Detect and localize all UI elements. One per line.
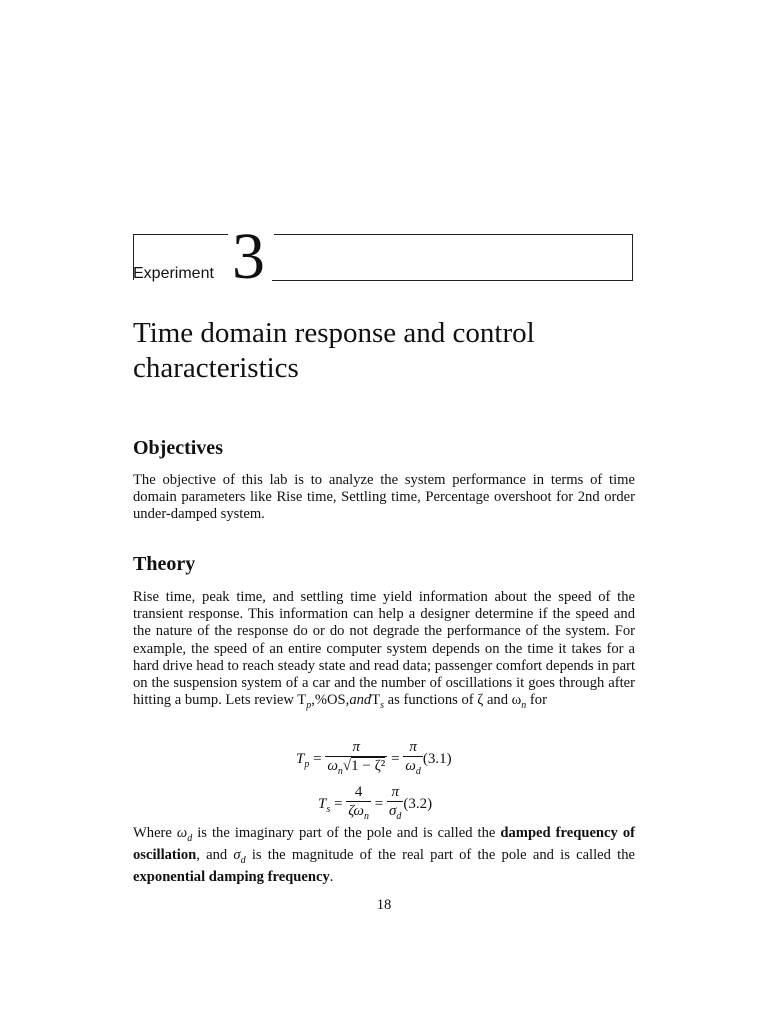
chapter-number: 3: [232, 220, 265, 293]
theory-text: Rise time, peak time, and settling time yield information about the speed of the transient response. This information can help a designer determine if the speed and the nature of the response do or do not degrade the performance of the system. For example, the speed of an entire computer system depends on the time it takes for a hard drive head to reach steady state and read data; passenger comfort depends in part on the suspension system of a car and the number of oscillations it goes through after hitting a bump. Lets review $T_p,\%OS,andT_s$ as functions of ζ and $\omega_n$ for: [133, 589, 635, 712]
page-number: 18: [376, 897, 392, 913]
page-title: Time domain response and control characteristics: [133, 317, 535, 384]
chapter-word: Experiment: [133, 265, 214, 282]
equation-3-2: $T_s$ = $\frac{4}{\zeta\omega_n}$ = $\frac{\pi}{\sigma_d}$ (3.2): [318, 784, 433, 822]
objectives-text: The objective of this lab is to analyze the system performance in terms of time domain parameters like Rise time, Settling time, Percentage overshoot for 2nd order under-damped system.: [133, 472, 635, 523]
chapter-rule: [272, 280, 633, 281]
equation-label: (3.1): [422, 750, 452, 767]
equation-label: (3.2): [403, 795, 433, 812]
where-text: Where $\omega_d$ is the imaginary part of the pole and is called the damped frequency of oscillation, and $\sigma_d$ is the magnitude of the real part of the pole and is called the exponential damping frequency.: [133, 825, 635, 886]
objectives-heading: Objectives: [133, 437, 223, 459]
equation-3-1: $T_p$ = $\frac{\pi}{\omega_n√1 - \zeta^2}$ = $\frac{\pi}{\omega_d}$ (3.1): [296, 739, 452, 777]
theory-heading: Theory: [133, 553, 196, 575]
